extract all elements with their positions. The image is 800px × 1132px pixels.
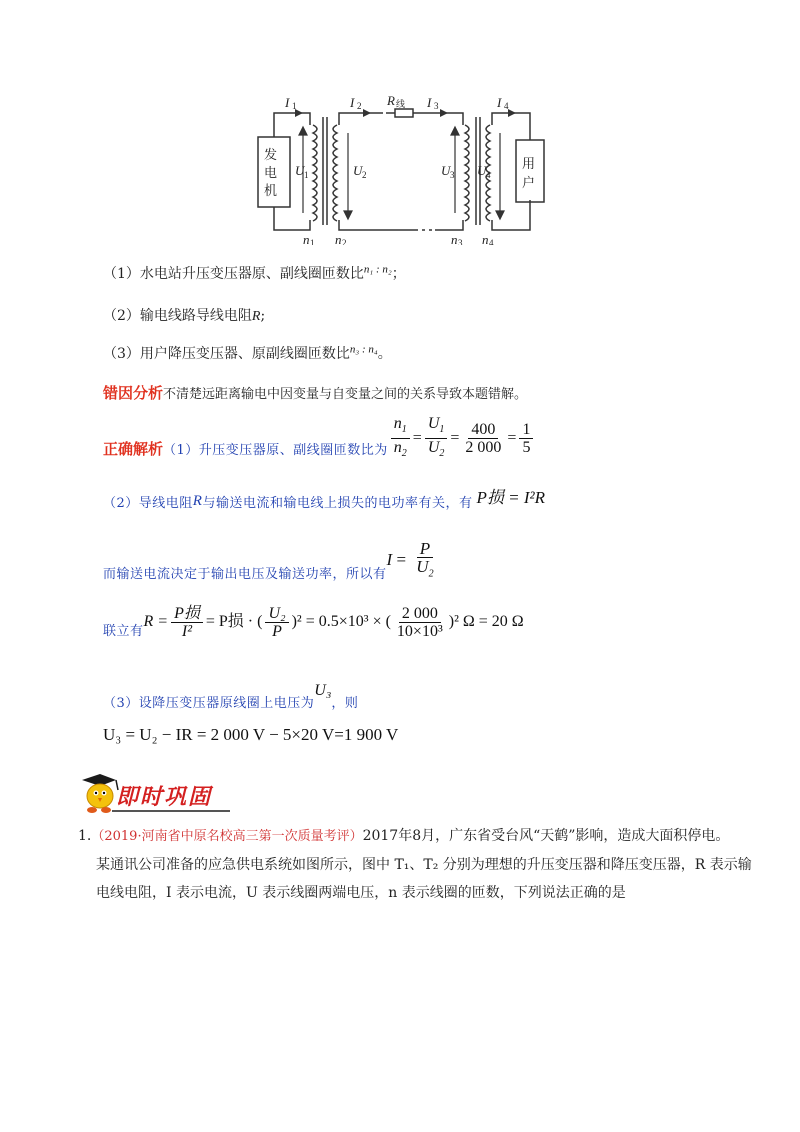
n3-sub: 3 bbox=[458, 238, 463, 245]
step3-text: 而输送电流决定于输出电压及输送功率，所以有 bbox=[103, 566, 387, 582]
step4-equation bbox=[144, 605, 524, 640]
banner bbox=[72, 770, 232, 816]
resistor bbox=[395, 109, 413, 117]
U1-sub: 1 bbox=[304, 170, 309, 180]
step2-text: （2）导线电阻 bbox=[103, 496, 193, 511]
question-1-end: ； bbox=[391, 266, 406, 282]
correct-analysis-step3 bbox=[103, 540, 440, 582]
correct-analysis-step2 bbox=[103, 488, 545, 511]
I4-label: I bbox=[497, 95, 502, 110]
banner-underline bbox=[112, 810, 230, 812]
problem-line3: 电线电阻，I 表示电流，U 表示线圈两端电压，n 表示线圈的匝数，下列说法正确的是 bbox=[96, 885, 626, 901]
eq4-end: )² Ω = 20 Ω bbox=[448, 613, 524, 631]
question-3-ratio: n₃ : n₄ bbox=[349, 343, 378, 356]
n1-sub: 1 bbox=[310, 238, 315, 245]
U3-label: U bbox=[441, 163, 451, 178]
step6-equation: U₃ = U₂ − IR = 2 000 V − 5×20 V=1 900 V bbox=[103, 725, 399, 744]
eq-result-den: 5 bbox=[522, 439, 531, 457]
problem-line1-text: 2017年8月，广东省受台风“天鹤”影响，造成大面积停电。 bbox=[362, 828, 730, 844]
U4-label: U bbox=[477, 163, 487, 178]
question-2 bbox=[103, 305, 265, 325]
eq-U2: U bbox=[427, 439, 440, 457]
I3-sub: 3 bbox=[434, 101, 439, 111]
eq4-mid: = P损 · ( bbox=[205, 613, 263, 631]
I1-sub: 1 bbox=[292, 101, 297, 111]
n2-sub: 2 bbox=[342, 238, 347, 245]
eq4-f3-num: 2 000 bbox=[399, 605, 441, 623]
problem-1 bbox=[78, 822, 778, 907]
eq4-f1-num: P损 bbox=[171, 605, 203, 623]
n3-label: n bbox=[451, 232, 458, 245]
correct-analysis-step1 bbox=[103, 415, 536, 462]
generator-label-2: 电 bbox=[264, 166, 278, 181]
U2-sub: 2 bbox=[362, 170, 367, 180]
n2-label: n bbox=[335, 232, 342, 245]
step5-end: ，则 bbox=[331, 696, 359, 711]
step5-var: U₃ bbox=[314, 681, 332, 699]
question-1 bbox=[103, 263, 406, 283]
eq4-f2-num: U₂ bbox=[265, 605, 288, 623]
problem-number: 1. bbox=[78, 828, 92, 844]
n4-sub: 4 bbox=[489, 238, 494, 245]
question-3-text: （3）用户降压变压器、原副线圈匝数比 bbox=[103, 346, 350, 362]
eq-n1: n bbox=[393, 415, 402, 432]
U3-sub: 3 bbox=[450, 170, 455, 180]
eq-U1: U bbox=[427, 415, 440, 432]
correct-analysis-step5 bbox=[103, 678, 358, 711]
eq3-U2: U bbox=[416, 557, 429, 576]
U4-sub: 4 bbox=[486, 170, 491, 180]
eq-num: 400 bbox=[468, 421, 498, 439]
eq-n2: n bbox=[393, 439, 402, 457]
question-1-ratio: n₁ : n₂ bbox=[363, 263, 392, 276]
step2-rest: 与输送电流和输电线上损失的电功率有关，有 bbox=[202, 496, 473, 511]
n4-label: n bbox=[482, 232, 489, 245]
eq3-P: P bbox=[417, 540, 433, 558]
eq3-I: I bbox=[386, 550, 393, 570]
eq4-f2-den: P bbox=[272, 623, 282, 640]
generator-label-3: 机 bbox=[264, 184, 278, 199]
error-analysis-text: 不清楚远距离输电中因变量与自变量之间的关系导致本题错解。 bbox=[163, 387, 528, 402]
user-label-2: 户 bbox=[522, 176, 536, 191]
I3-label: I bbox=[427, 95, 432, 110]
question-3-end: 。 bbox=[377, 346, 392, 362]
step1-equation: $\frac{n_1}{n_2}$ = $\frac{U_1}{U_2}$ = $\frac{400}{2 000}$ = $\frac{1}{5}$ bbox=[388, 415, 537, 462]
problem-line2: 某通讯公司准备的应急供电系统如图所示，图中 T₁、T₂ 分别为理想的升压变压器和降压变压器，R 表示输 bbox=[96, 857, 752, 873]
eq4-f3-den: 10×10³ bbox=[396, 623, 443, 640]
question-1-text: （1）水电站升压变压器原、副线圈匝数比 bbox=[103, 266, 364, 282]
error-analysis bbox=[103, 382, 527, 403]
U2-label: U bbox=[353, 163, 363, 178]
correct-analysis-title: 正确解析 bbox=[103, 440, 164, 459]
problem-source: （2019·河南省中原名校高三第一次质量考评） bbox=[91, 829, 363, 844]
n1-label: n bbox=[303, 232, 310, 245]
U1-label: U bbox=[295, 163, 305, 178]
question-3 bbox=[103, 343, 392, 363]
question-2-text: （2）输电线路导线电阻 bbox=[103, 308, 252, 324]
correct-analysis-step4 bbox=[103, 605, 524, 640]
eq4-tail: )² = 0.5×10³ × ( bbox=[291, 613, 391, 631]
I2-sub: 2 bbox=[357, 101, 362, 111]
eq4-R: R = bbox=[143, 613, 169, 631]
I4-sub: 4 bbox=[504, 101, 509, 111]
eq4-f1-den: I² bbox=[181, 623, 193, 640]
eq-den: 2 000 bbox=[465, 439, 502, 457]
I2-label: I bbox=[350, 95, 355, 110]
step1-text: （1）升压变压器原、副线圈匝数比为 bbox=[163, 443, 388, 459]
problem-1-line1 bbox=[78, 822, 778, 851]
I1-label: I bbox=[285, 95, 290, 110]
error-analysis-title: 错因分析 bbox=[103, 384, 164, 402]
step2-equation: P损 = I²R bbox=[476, 488, 545, 507]
question-2-var: R bbox=[251, 309, 261, 324]
step3-equation: I = $\frac{P}{U_2}$ bbox=[386, 539, 434, 580]
step4-text: 联立有 bbox=[103, 624, 144, 639]
user-label-1: 用 bbox=[522, 157, 536, 172]
generator-label-1: 发 bbox=[264, 148, 278, 163]
eq-result-num: 1 bbox=[519, 421, 533, 439]
step5-text: （3）设降压变压器原线圈上电压为 bbox=[103, 696, 315, 711]
R-sub: 线 bbox=[396, 99, 406, 109]
circuit-diagram bbox=[255, 95, 555, 245]
question-2-end: ; bbox=[260, 308, 266, 324]
banner-title: 即时巩固 bbox=[116, 785, 213, 810]
step2-var: R bbox=[192, 493, 203, 509]
R-label: R bbox=[387, 95, 395, 108]
